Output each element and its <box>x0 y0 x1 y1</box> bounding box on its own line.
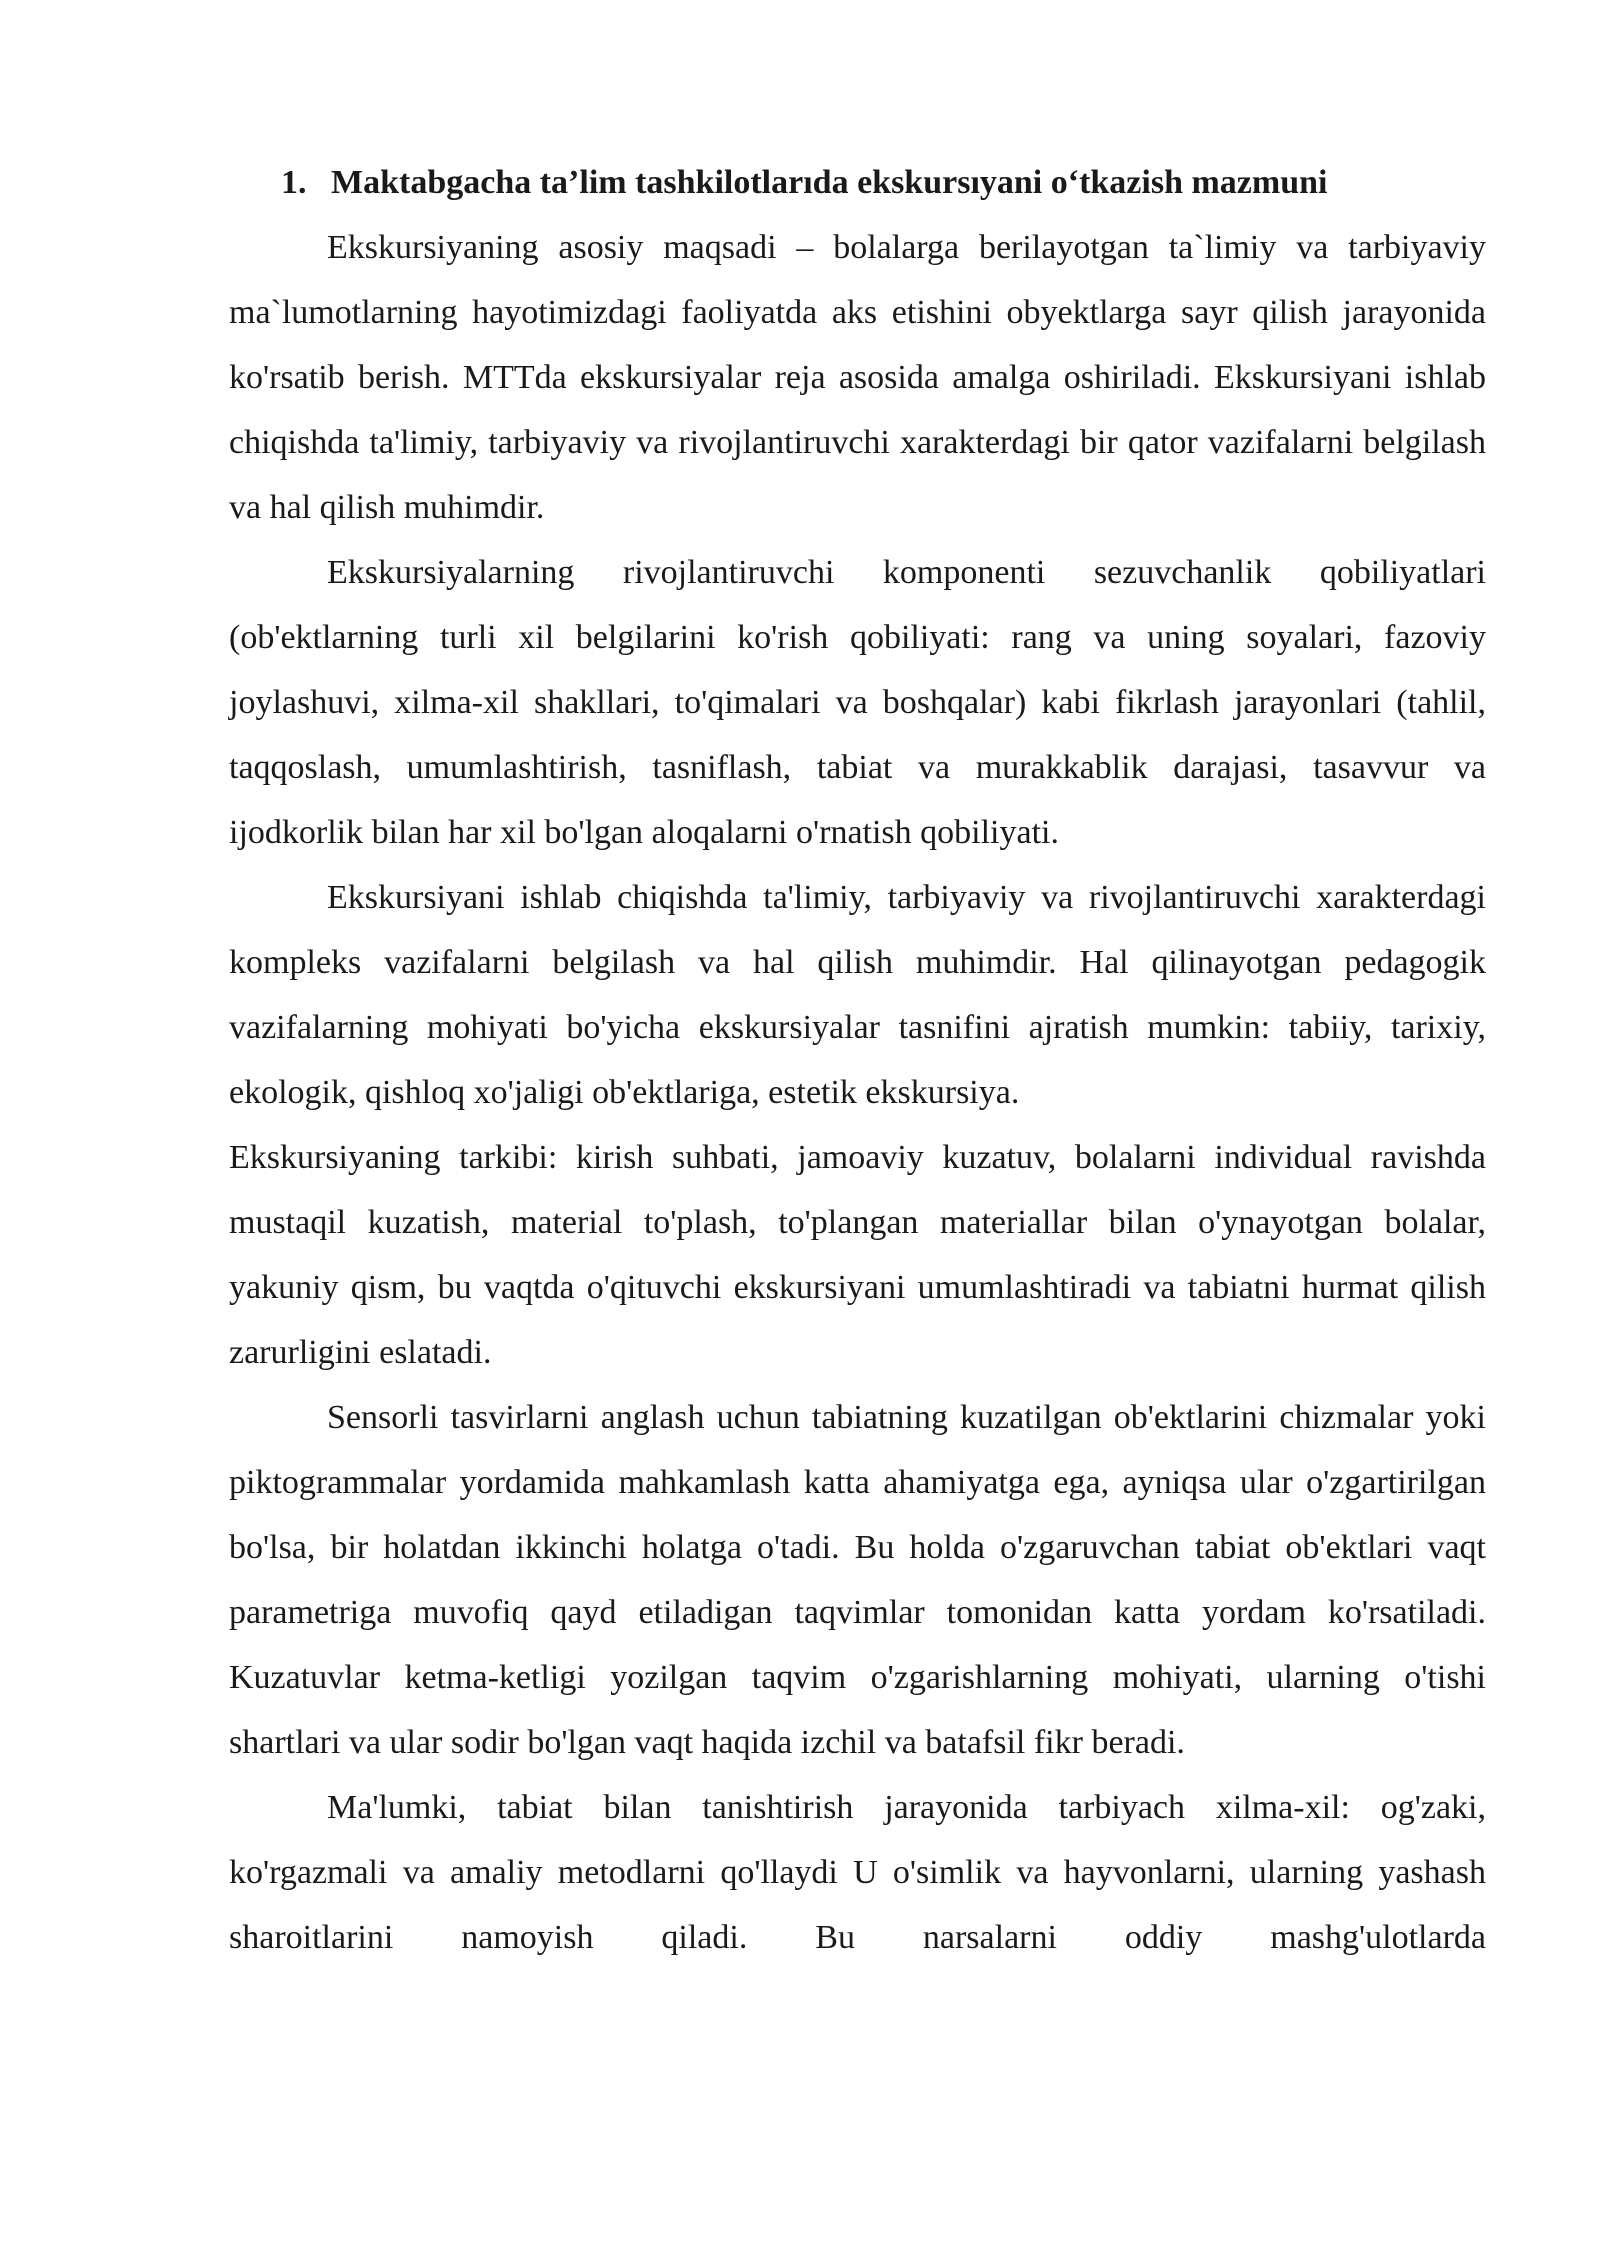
paragraph-5: Sensorli tasvirlarni anglash uchun tabiatning kuzatilgan ob'ektlarini chizmalar yoki piktogrammalar yordamida mahkamlash katta ahamiyatga ega, ayniqsa ular o'zgartirilgan bo'lsa, bir holatdan ikkinchi holatga o'tadi. Bu holda o'zgaruvchan tabiat ob'ektlari vaqt parametriga muvofiq qayd etiladigan taqvimlar tomonidan katta yordam ko'rsatiladi. Kuzatuvlar ketma-ketligi yozilgan taqvim o'zgarishlarning mohiyati, ularning o'tishi shartlari va ular sodir bo'lgan vaqt haqida izchil va batafsil fikr beradi. <box>229 1399 1486 1761</box>
paragraph-1: Ekskursiyaning asosiy maqsadi – bolalarga berilayotgan ta`limiy va tarbiyaviy ma`lumotlarning hayotimizdagi faoliyatda aks etishini obyektlarga sayr qilish jarayonida ko'rsatib berish. MTTda ekskursiyalar reja asosida amalga oshiriladi. Ekskursiyani ishlab chiqishda ta'limiy, tarbiyaviy va rivojlantiruvchi xarakterdagi bir qator vazifalarni belgilash va hal qilish muhimdir. <box>229 229 1486 526</box>
document-page <box>229 150 1486 1970</box>
paragraph-4: Ekskursiyaning tarkibi: kirish suhbati, jamoaviy kuzatuv, bolalarni individual ravishda mustaqil kuzatish, material to'plash, to'plangan materiallar bilan o'ynayotgan bolalar, yakuniy qism, bu vaqtda o'qituvchi ekskursiyani umumlashtiradi va tabiatni hurmat qilish zarurligini eslatadi. <box>229 1139 1486 1371</box>
paragraph-6: Ma'lumki, tabiat bilan tanishtirish jarayonida tarbiyach xilma-xil: og'zaki, ko'rgazmali va amaliy metodlarni qo'llaydi U o'simlik va hayvonlarni, ularning yashash sharoitlarini namoyish qiladi. Bu narsalarni oddiy mashg'ulotlarda <box>229 1789 1486 1956</box>
paragraph-2: Ekskursiyalarning rivojlantiruvchi komponenti sezuvchanlik qobiliyatlari (ob'ektlarning turli xil belgilarini ko'rish qobiliyati: rang va uning soyalari, fazoviy joylashuvi, xilma-xil shakllari, to'qimalari va boshqalar) kabi fikrlash jarayonlari (tahlil, taqqoslash, umumlashtirish, tasniflash, tabiat va murakkablik darajasi, tasavvur va ijodkorlik bilan har xil bo'lgan aloqalarni o'rnatish qobiliyati. <box>229 554 1486 851</box>
paragraph-3: Ekskursiyani ishlab chiqishda ta'limiy, tarbiyaviy va rivojlantiruvchi xarakterdagi kompleks vazifalarni belgilash va hal qilish muhimdir. Hal qilinayotgan pedagogik vazifalarning mohiyati bo'yicha ekskursiyalar tasnifini ajratish mumkin: tabiiy, tarixiy, ekologik, qishloq xo'jaligi ob'ektlariga, estetik ekskursiya. <box>229 879 1486 1111</box>
section-title: Maktabgacha ta’lim tashkilotlarıda ekskursıyani o‘tkazish mazmuni <box>331 164 1328 201</box>
section-heading <box>229 150 1486 215</box>
section-number: 1. <box>281 164 307 201</box>
